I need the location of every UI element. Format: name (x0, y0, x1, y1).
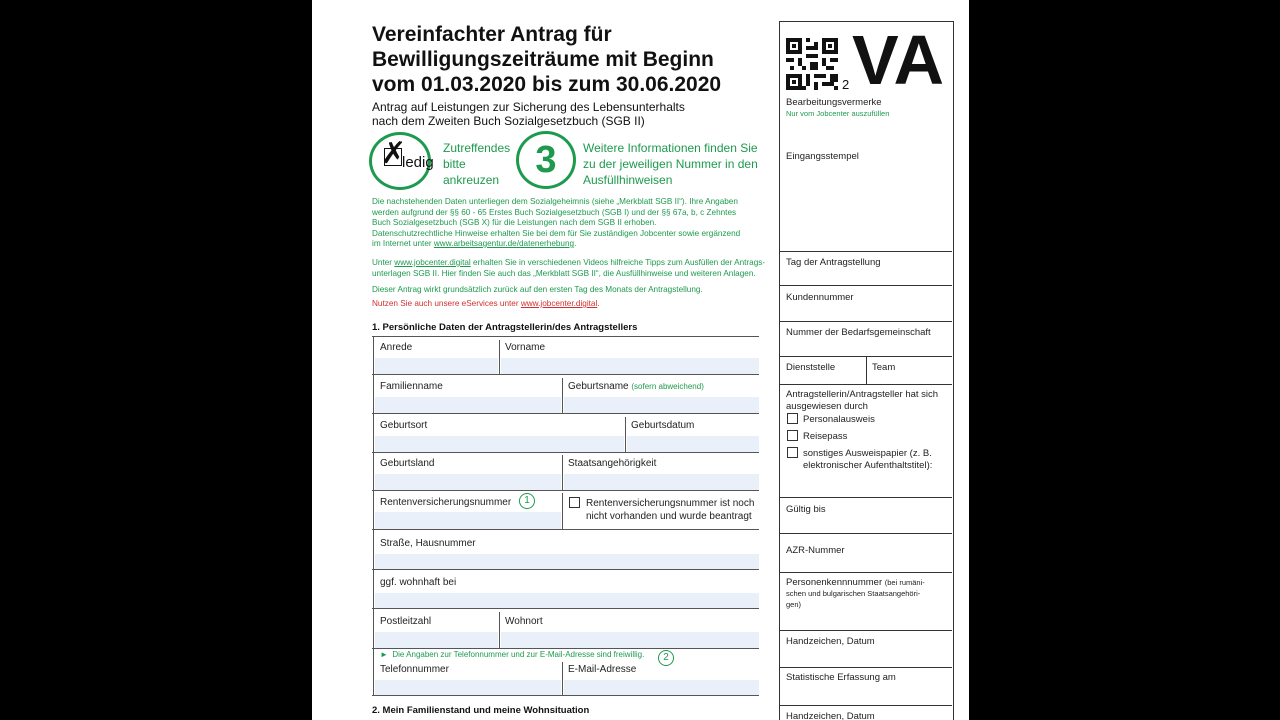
statistische-erfassung-label: Statistische Erfassung am (786, 672, 896, 683)
geburtsort-label: Geburtsort (380, 420, 428, 431)
form-subtitle (372, 100, 685, 128)
videos-notice (372, 258, 765, 279)
tick-legend-text (443, 140, 510, 188)
rvnr-missing-label (586, 497, 754, 523)
wohnort-label: Wohnort (505, 616, 543, 627)
geburtsdatum-label: Geburtsdatum (631, 420, 695, 431)
rvnr-field[interactable] (375, 512, 561, 529)
title-line: vom 01.03.2020 bis zum 30.06.2020 (372, 73, 722, 96)
notice-line: Die nachstehenden Daten unterliegen dem Sozialgeheimnis (siehe „Merkblatt SGB II“). Ihre Angaben (372, 197, 738, 206)
rule (372, 336, 759, 337)
familienname-field[interactable] (375, 397, 561, 413)
notice-text: erhalten Sie in verschiedenen Videos hilfreiche Tipps zum Ausfüllen der Antrags- (470, 258, 766, 267)
rule (780, 667, 952, 668)
reisepass-label: Reisepass (803, 431, 848, 442)
number-legend-text (583, 140, 758, 188)
label-line: sonstiges Ausweispapier (z. B. (803, 448, 932, 459)
cross-mark-icon: ✗ (381, 137, 407, 170)
jobcenter-digital-link[interactable]: www.jobcenter.digital (394, 258, 471, 267)
vorname-field[interactable] (501, 358, 759, 374)
team-label: Team (872, 362, 896, 373)
rvnr-missing-checkbox[interactable] (569, 497, 580, 508)
notice-text: Nutzen Sie auch unsere eServices unter (372, 299, 521, 308)
rule (780, 251, 952, 252)
rule (780, 572, 952, 573)
notice-line (372, 239, 740, 250)
rule (625, 417, 626, 452)
rule (499, 612, 500, 648)
hint-1-icon: 1 (519, 493, 535, 509)
rule (780, 384, 952, 385)
legend-line: Ausfüllhinweisen (583, 173, 673, 187)
rule (780, 630, 952, 631)
example-word: ledig (402, 154, 434, 171)
plz-field[interactable] (375, 632, 498, 648)
section-1-heading: 1. Persönliche Daten der Antragstellerin/des Antragstellers (372, 322, 638, 333)
eservices-notice (372, 299, 600, 310)
eingangsstempel-label: Eingangsstempel (786, 151, 859, 162)
familienname-label: Familienname (380, 381, 443, 392)
tick-example-circle (369, 132, 434, 190)
notice-line: Buch Sozialgesetzbuch (SGB X) für die Leistungen nach dem SGB II erhoben. (372, 218, 657, 227)
legend-line: zu der jeweiligen Nummer in den (583, 157, 758, 171)
rule (372, 374, 759, 375)
hint-2-icon: 2 (658, 650, 674, 666)
wohnhaft-bei-field[interactable] (375, 593, 759, 608)
notice-text: Unter (372, 258, 395, 267)
notice-text: . (574, 239, 577, 248)
label-line: Rentenversicherungsnummer ist noch (586, 498, 755, 509)
label-line: Antragstellerin/Antragsteller hat sich (786, 389, 939, 400)
eservices-link[interactable]: www.jobcenter.digital (520, 299, 598, 308)
voluntary-note (380, 650, 644, 659)
rule (372, 608, 759, 609)
rule (562, 493, 563, 529)
form-title (372, 22, 721, 97)
dienststelle-label: Dienststelle (786, 362, 836, 373)
rule (562, 662, 563, 695)
geburtsname-note: (sofern abweichend) (631, 382, 704, 391)
legend-line: Zutreffendes (443, 141, 511, 155)
reisepass-checkbox[interactable] (787, 430, 798, 441)
anrede-field[interactable] (375, 358, 498, 374)
personenkennnummer-label (786, 577, 925, 610)
datenerhebung-link[interactable]: www.arbeitsagentur.de/datenerhebung (433, 239, 575, 248)
rule (372, 529, 759, 530)
notice-line: unterlagen SGB II. Hier finden Sie auch das „Merkblatt SGB II“, die Ausfüllhinweise und weiteren Anlagen. (372, 268, 756, 278)
form-code: VA (852, 21, 945, 99)
strasse-field[interactable] (375, 554, 759, 569)
title-line: Vereinfachter Antrag für (372, 23, 612, 46)
number-example-circle (516, 131, 576, 189)
label-note: schen und bulgarischen Staatsangehöri- (786, 589, 921, 598)
voluntary-note-text: Die Angaben zur Telefonnummer und zur E-Mail-Adresse sind freiwillig. (392, 650, 645, 659)
notice-line: Datenschutzrechtliche Hinweise erhalten Sie bei dem für Sie zuständigen Jobcenter sowie ergänzend (372, 228, 741, 238)
bearbeitungsvermerke-label: Bearbeitungsvermerke (786, 97, 882, 108)
handzeichen-datum-label: Handzeichen, Datum (786, 636, 875, 647)
rule (866, 356, 867, 384)
rule (373, 336, 374, 696)
handzeichen-datum-label: Handzeichen, Datum (786, 711, 875, 720)
label-line: elektronischer Aufenthaltstitel): (803, 460, 933, 471)
staatsangehoerigkeit-field[interactable] (564, 474, 759, 490)
geburtsname-field[interactable] (564, 397, 759, 413)
bg-nummer-label: Nummer der Bedarfsgemeinschaft (786, 327, 931, 338)
wohnhaft-bei-label: ggf. wohnhaft bei (380, 577, 457, 588)
notice-line (372, 258, 765, 269)
rvnr-label: Rentenversicherungsnummer (380, 497, 512, 508)
plz-label: Postleitzahl (380, 616, 432, 627)
rule (372, 569, 759, 570)
rule (499, 340, 500, 374)
rule (780, 533, 952, 534)
notice-line: werden aufgrund der §§ 60 - 65 Erstes Buch Sozialgesetzbuch (SGB I) und der §§ 67a, b, c Zehntes (372, 207, 737, 217)
legend-line: ankreuzen (443, 173, 500, 187)
geburtsname-label (568, 381, 704, 392)
rule (372, 413, 759, 414)
gueltig-bis-label: Gültig bis (786, 504, 826, 515)
legend-line: bitte (443, 157, 466, 171)
arrow-right-icon: ► (380, 650, 388, 659)
legend-line: Weitere Informationen finden Sie (583, 141, 758, 155)
rule (780, 321, 952, 322)
rule (372, 452, 759, 453)
label-text: Personenkennnummer (786, 577, 883, 588)
notice-text: . (597, 299, 600, 308)
rule (372, 490, 759, 491)
geburtsort-field[interactable] (375, 436, 624, 452)
geburtsland-label: Geburtsland (380, 458, 435, 469)
vorname-label: Vorname (505, 342, 546, 353)
label-line: ausgewiesen durch (786, 401, 868, 412)
anrede-label: Anrede (380, 342, 413, 353)
geburtsname-text: Geburtsname (568, 381, 629, 392)
number-example: 3 (535, 139, 557, 181)
sonstiges-checkbox[interactable] (787, 447, 798, 458)
office-use-sidebar (779, 21, 954, 720)
geburtsland-field[interactable] (375, 474, 561, 490)
rule (372, 648, 759, 649)
rule (562, 455, 563, 490)
kundennummer-label: Kundennummer (786, 292, 854, 303)
qr-index: 2 (842, 77, 850, 92)
title-line: Bewilligungszeiträume mit Beginn (372, 48, 714, 71)
azr-nummer-label: AZR-Nummer (786, 545, 845, 556)
office-only-note: Nur vom Jobcenter auszufüllen (786, 109, 890, 118)
email-label: E-Mail-Adresse (568, 664, 637, 675)
label-note: gen) (786, 600, 802, 609)
wohnort-field[interactable] (501, 632, 759, 648)
geburtsdatum-field[interactable] (627, 436, 759, 452)
qr-code-icon (786, 38, 838, 90)
section-2-heading: 2. Mein Familienstand und meine Wohnsituation (372, 705, 590, 716)
email-field[interactable] (564, 680, 759, 695)
rule (372, 695, 759, 696)
rule (562, 378, 563, 413)
label-line: nicht vorhanden und wurde beantragt (586, 511, 752, 522)
strasse-label: Straße, Hausnummer (380, 538, 476, 549)
subtitle-line: Antrag auf Leistungen zur Sicherung des Lebensunterhalts (372, 100, 685, 114)
rule (780, 285, 952, 286)
personalausweis-checkbox[interactable] (787, 413, 798, 424)
subtitle-line: nach dem Zweiten Buch Sozialgesetzbuch (SGB II) (372, 114, 645, 128)
retroactive-notice: Dieser Antrag wirkt grundsätzlich zurück auf den ersten Tag des Monats der Antragstellung. (372, 285, 703, 294)
label-note: (bei rumäni- (884, 578, 925, 587)
rule (780, 497, 952, 498)
privacy-notice (372, 197, 740, 250)
telefon-label: Telefonnummer (380, 664, 449, 675)
telefon-field[interactable] (375, 680, 561, 695)
notice-text: im Internet unter (372, 239, 434, 248)
personalausweis-label: Personalausweis (803, 414, 875, 425)
form-page (312, 0, 969, 720)
ausweis-label (786, 389, 938, 413)
tag-antragstellung-label: Tag der Antragstellung (786, 257, 881, 268)
staatsangehoerigkeit-label: Staatsangehörigkeit (568, 458, 657, 469)
sonstiges-label (803, 448, 932, 472)
rule (780, 705, 952, 706)
